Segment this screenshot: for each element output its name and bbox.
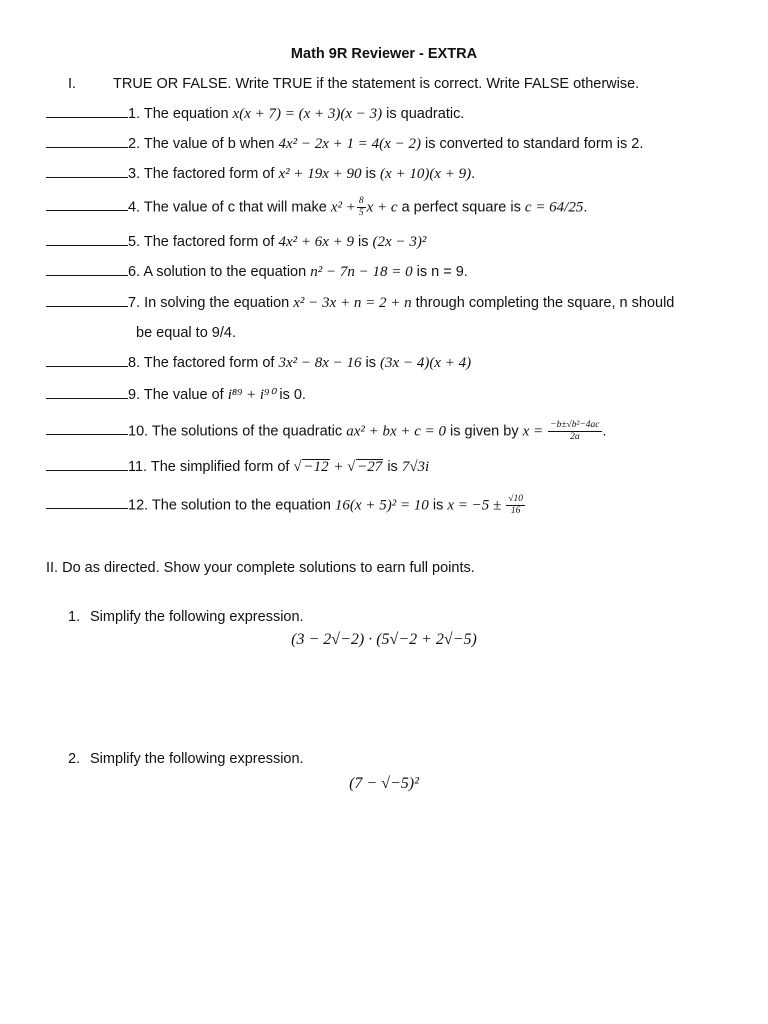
q3-period: . <box>471 166 476 182</box>
q3-math: x² + 19x + 90 <box>278 166 362 182</box>
problem-2-number: 2. <box>68 751 81 767</box>
answer-blank-5[interactable] <box>46 234 128 246</box>
q12-text: 12. The solution to the equation <box>128 497 335 514</box>
q5-math: 4x² + 6x + 9 <box>278 234 355 250</box>
section-1-instruction: TRUE OR FALSE. Write TRUE if the statement is correct. Write FALSE otherwise. <box>113 76 640 92</box>
q6-text: 6. A solution to the equation <box>128 264 311 280</box>
q8-text: 8. The factored form of <box>128 355 279 371</box>
question-3 <box>46 166 475 183</box>
q10-frac-num: −b±√b²−4ac <box>550 420 600 430</box>
q11-radicand-2: −27 <box>357 459 383 475</box>
q10-period: . <box>602 423 607 440</box>
q4-frac-den: 5 <box>358 208 364 218</box>
q4-frac-num: 8 <box>358 196 364 206</box>
q1-text-end: is quadratic. <box>382 106 465 122</box>
question-10 <box>46 420 607 443</box>
q11-text-mid: is <box>383 459 402 475</box>
q11-radicand-1: −12 <box>303 459 329 475</box>
q11-plus: + <box>329 459 348 475</box>
question-6 <box>46 264 468 281</box>
q4-math-2: x + c <box>366 199 398 216</box>
answer-blank-6[interactable] <box>46 264 128 276</box>
answer-blank-4[interactable] <box>46 199 128 211</box>
q1-math: x(x + 7) = (x + 3)(x − 3) <box>232 106 383 122</box>
q8-math: 3x² − 8x − 16 <box>278 355 362 371</box>
q12-fraction <box>506 494 525 517</box>
q6-text-end: is n = 9. <box>412 264 468 280</box>
q10-text-mid: is given by <box>446 423 523 440</box>
radical-sign: √ <box>347 459 356 475</box>
question-5 <box>46 234 426 251</box>
section-1-heading <box>68 76 639 92</box>
question-2 <box>46 136 643 153</box>
radical-sign: √ <box>293 459 302 475</box>
answer-blank-7[interactable] <box>46 295 128 307</box>
answer-blank-11[interactable] <box>46 459 128 471</box>
q4-fraction <box>357 196 366 219</box>
question-4 <box>46 196 587 219</box>
problem-1-text: Simplify the following expression. <box>90 609 304 625</box>
q10-math: ax² + bx + c = 0 <box>346 423 447 440</box>
q12-frac-den: 16 <box>510 506 521 516</box>
answer-blank-8[interactable] <box>46 355 128 367</box>
q11-math: 7√3i <box>401 459 430 475</box>
problem-2-expression: (7 − √−5)² <box>349 775 419 792</box>
q12-text-mid: is <box>428 497 448 514</box>
q3-text: 3. The factored form of <box>128 166 279 182</box>
problem-1-expression: (3 − 2√−2) · (5√−2 + 2√−5) <box>291 631 477 648</box>
q11-text: 11. The simplified form of <box>128 459 294 475</box>
q10-fraction <box>548 420 601 443</box>
problem-1-number: 1. <box>68 609 81 625</box>
q4-period: . <box>583 199 588 216</box>
q4-text-mid: a perfect square is <box>397 199 525 216</box>
section-1-numeral: I. <box>68 76 77 92</box>
problem-2-text: Simplify the following expression. <box>90 751 304 767</box>
q8-math-2: (3x − 4)(x + 4) <box>380 355 472 371</box>
q7-text-end: through completing the square, n should <box>411 295 675 311</box>
q2-text-end: is converted to standard form is 2. <box>420 136 644 152</box>
q4-math: x² + <box>330 199 356 216</box>
question-7 <box>46 295 674 312</box>
problem-2 <box>68 751 304 767</box>
q3-math-2: (x + 10)(x + 9) <box>380 166 472 182</box>
q4-text: 4. The value of c that will make <box>128 199 331 216</box>
answer-blank-2[interactable] <box>46 136 128 148</box>
q2-text: 2. The value of b when <box>128 136 279 152</box>
q12-math-2: x = −5 ± <box>447 497 502 514</box>
question-9 <box>46 385 306 404</box>
question-12 <box>46 494 526 517</box>
q6-math: n² − 7n − 18 = 0 <box>310 264 413 280</box>
q2-math: 4x² − 2x + 1 = 4(x − 2) <box>278 136 421 152</box>
q3-text-mid: is <box>361 166 381 182</box>
q12-math: 16(x + 5)² = 10 <box>334 497 429 514</box>
q9-math: i⁸⁹ + i⁹⁰ <box>227 387 276 403</box>
q7-text: 7. In solving the equation <box>128 295 294 311</box>
q10-text: 10. The solutions of the quadratic <box>128 423 347 440</box>
question-8 <box>46 355 471 372</box>
answer-blank-12[interactable] <box>46 497 128 509</box>
q5-text-mid: is <box>354 234 373 250</box>
q8-text-mid: is <box>361 355 381 371</box>
q1-text: 1. The equation <box>128 106 233 122</box>
q12-frac-num: √10 <box>508 494 523 504</box>
question-1 <box>46 106 464 123</box>
page-title: Math 9R Reviewer - EXTRA <box>290 46 478 62</box>
q9-text: 9. The value of <box>128 387 228 403</box>
q10-math-2: x = <box>522 423 544 440</box>
q4-math-3: c = 64/25 <box>524 199 584 216</box>
problem-1 <box>68 609 304 625</box>
q5-text: 5. The factored form of <box>128 234 279 250</box>
answer-blank-10[interactable] <box>46 423 128 435</box>
question-11 <box>46 459 429 476</box>
answer-blank-9[interactable] <box>46 387 128 399</box>
section-2-instruction: II. Do as directed. Show your complete solutions to earn full points. <box>46 560 475 576</box>
answer-blank-1[interactable] <box>46 106 128 118</box>
answer-blank-3[interactable] <box>46 166 128 178</box>
q9-text-end: is 0. <box>275 387 306 403</box>
q5-math-2: (2x − 3)² <box>372 234 427 250</box>
q7-math: x² − 3x + n = 2 + n <box>293 295 412 311</box>
q7-continuation: be equal to 9/4. <box>136 325 236 341</box>
q10-frac-den: 2a <box>570 432 580 442</box>
